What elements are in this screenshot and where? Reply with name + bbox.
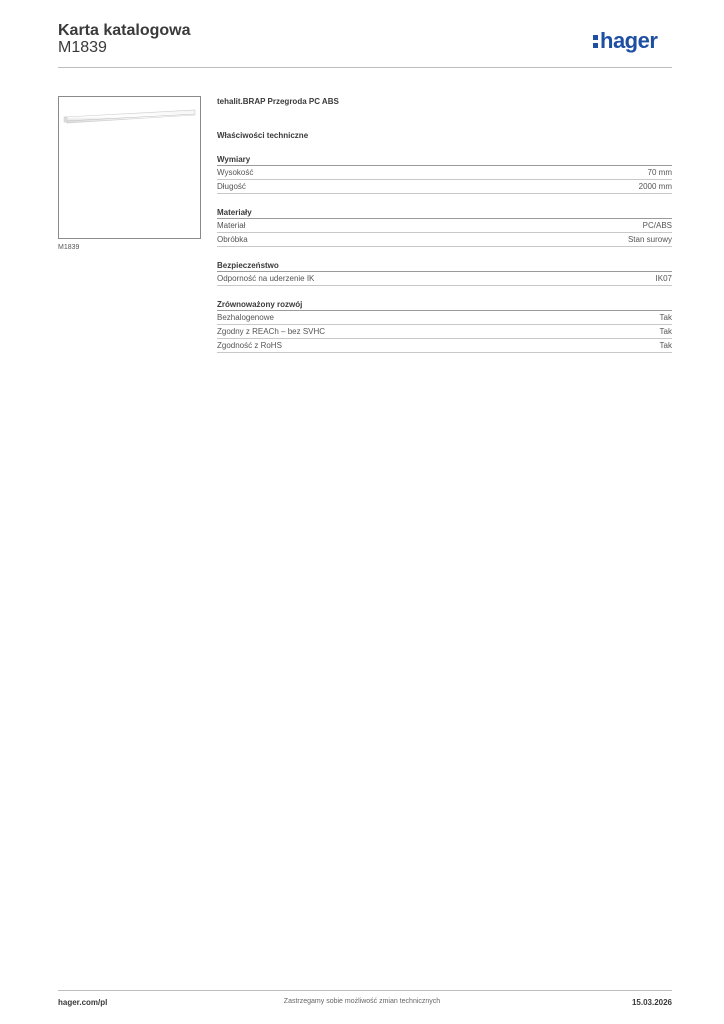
- spec-value: Tak: [659, 341, 672, 350]
- spec-row: [217, 272, 672, 286]
- spec-group-materials: [217, 207, 672, 247]
- spec-label: Zgodność z RoHS: [217, 341, 282, 350]
- spec-section: [217, 96, 672, 353]
- group-title: Bezpieczeństwo: [217, 260, 672, 272]
- footer-disclaimer: Zastrzegamy sobie możliwość zmian technicznych: [283, 998, 441, 1005]
- spec-value: 70 mm: [647, 168, 672, 177]
- footer-date: 15.03.2026: [631, 998, 672, 1007]
- spec-label: Zgodny z REACh – bez SVHC: [217, 327, 326, 336]
- logo-dot-top: [593, 35, 598, 40]
- footer-divider: [58, 990, 672, 991]
- spec-value: 2000 mm: [638, 182, 672, 191]
- spec-label: Obróbka: [217, 235, 248, 244]
- spec-value: Tak: [659, 313, 672, 322]
- spec-row: [217, 339, 672, 353]
- product-code: M1839: [58, 39, 107, 56]
- spec-label: Materiał: [217, 221, 246, 230]
- spec-group-sustainability: [217, 299, 672, 353]
- spec-label: Bezhalogenowe: [217, 313, 274, 322]
- spec-value: IK07: [655, 274, 672, 283]
- group-title: Materiały: [217, 207, 672, 219]
- hager-logo: [590, 26, 674, 56]
- spec-value: Stan surowy: [627, 235, 672, 244]
- logo-wordmark: hager: [600, 28, 658, 53]
- spec-row: [217, 166, 672, 180]
- product-name: tehalit.BRAP Przegroda PC ABS: [217, 97, 339, 106]
- spec-row: [217, 219, 672, 233]
- product-image: [58, 96, 201, 239]
- spec-group-safety: [217, 260, 672, 286]
- spec-label: Odporność na uderzenie IK: [217, 274, 315, 283]
- spec-label: Wysokość: [217, 168, 254, 177]
- product-illustration: [59, 97, 200, 238]
- spec-value: PC/ABS: [642, 221, 672, 230]
- document-title: Karta katalogowa: [58, 22, 191, 39]
- logo-dot-bottom: [593, 43, 598, 48]
- spec-value: Tak: [659, 327, 672, 336]
- spec-row: [217, 311, 672, 325]
- footer-website-link[interactable]: hager.com/pl: [58, 998, 108, 1007]
- spec-label: Długość: [217, 182, 246, 191]
- spec-group-dimensions: [217, 154, 672, 194]
- group-title: Zrównoważony rozwój: [217, 299, 672, 311]
- spec-row: [217, 180, 672, 194]
- spec-row: [217, 233, 672, 247]
- spec-heading: Właściwości techniczne: [217, 131, 309, 140]
- header-divider: [58, 67, 672, 68]
- spec-row: [217, 325, 672, 339]
- group-title: Wymiary: [217, 154, 672, 166]
- image-caption: M1839: [58, 244, 80, 251]
